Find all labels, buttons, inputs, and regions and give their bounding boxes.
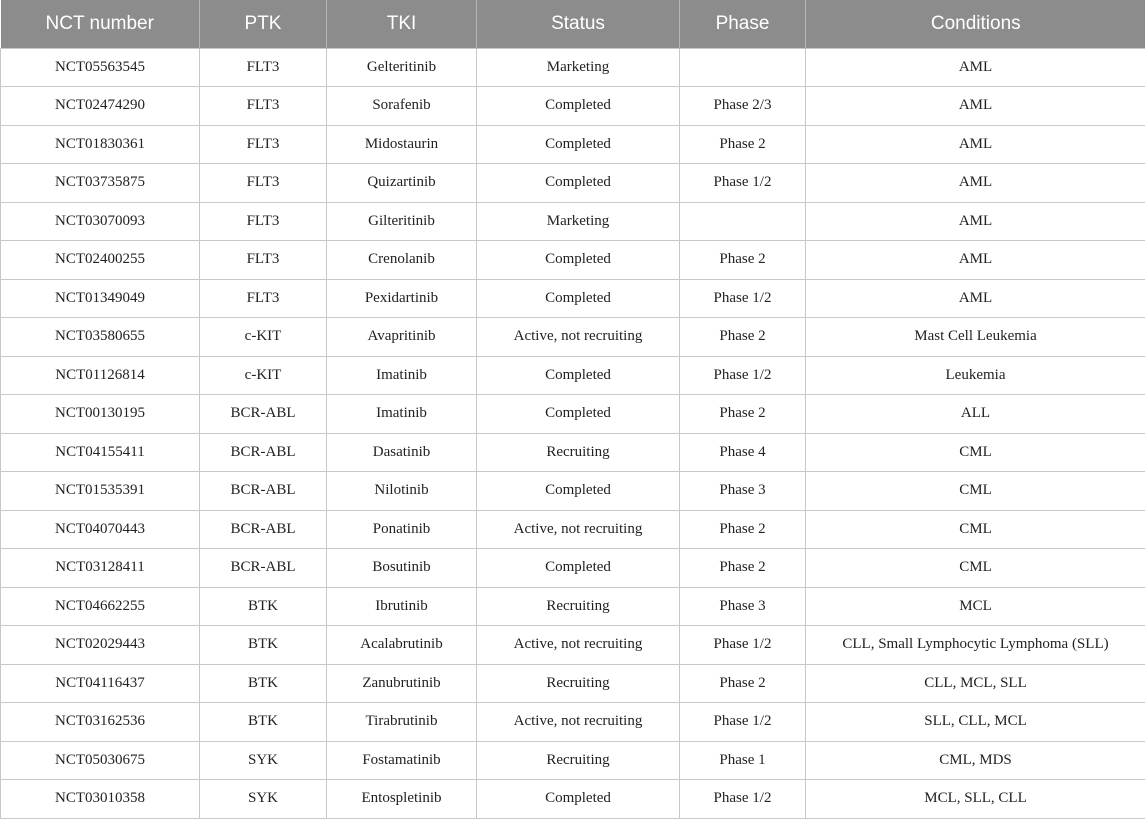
phase-cell: Phase 2 bbox=[680, 241, 806, 280]
phase-cell: Phase 1/2 bbox=[680, 703, 806, 742]
nct-number-cell: NCT03070093 bbox=[1, 202, 200, 241]
conditions-cell: AML bbox=[806, 125, 1145, 164]
conditions-cell: CLL, MCL, SLL bbox=[806, 664, 1145, 703]
table-row bbox=[1, 202, 1145, 241]
header-tki: TKI bbox=[327, 0, 477, 48]
nct-number-cell: NCT03580655 bbox=[1, 318, 200, 357]
nct-number-cell: NCT04155411 bbox=[1, 433, 200, 472]
table-row bbox=[1, 318, 1145, 357]
header-ptk: PTK bbox=[200, 0, 327, 48]
status-cell: Completed bbox=[477, 241, 680, 280]
nct-number-cell: NCT04662255 bbox=[1, 587, 200, 626]
conditions-cell: ALL bbox=[806, 395, 1145, 434]
ptk-cell: BCR-ABL bbox=[200, 433, 327, 472]
table-row bbox=[1, 703, 1145, 742]
header-conditions: Conditions bbox=[806, 0, 1145, 48]
table-row bbox=[1, 741, 1145, 780]
conditions-cell: AML bbox=[806, 202, 1145, 241]
table-row bbox=[1, 549, 1145, 588]
table-row bbox=[1, 587, 1145, 626]
ptk-cell: FLT3 bbox=[200, 241, 327, 280]
phase-cell: Phase 2 bbox=[680, 549, 806, 588]
header-nct-number: NCT number bbox=[1, 0, 200, 48]
conditions-cell: CML, MDS bbox=[806, 741, 1145, 780]
table-row bbox=[1, 780, 1145, 819]
phase-cell bbox=[680, 48, 806, 87]
phase-cell: Phase 1 bbox=[680, 741, 806, 780]
ptk-cell: BTK bbox=[200, 587, 327, 626]
conditions-cell: CML bbox=[806, 433, 1145, 472]
table-row bbox=[1, 626, 1145, 665]
table-row bbox=[1, 510, 1145, 549]
header-row bbox=[1, 0, 1145, 48]
tki-cell: Ponatinib bbox=[327, 510, 477, 549]
nct-number-cell: NCT02029443 bbox=[1, 626, 200, 665]
table-header bbox=[1, 0, 1145, 48]
conditions-cell: AML bbox=[806, 87, 1145, 126]
table-row bbox=[1, 87, 1145, 126]
phase-cell: Phase 1/2 bbox=[680, 164, 806, 203]
conditions-cell: CLL, Small Lymphocytic Lymphoma (SLL) bbox=[806, 626, 1145, 665]
ptk-cell: BCR-ABL bbox=[200, 510, 327, 549]
phase-cell: Phase 1/2 bbox=[680, 356, 806, 395]
nct-number-cell: NCT02400255 bbox=[1, 241, 200, 280]
conditions-cell: CML bbox=[806, 472, 1145, 511]
status-cell: Marketing bbox=[477, 202, 680, 241]
tki-cell: Quizartinib bbox=[327, 164, 477, 203]
nct-number-cell: NCT01535391 bbox=[1, 472, 200, 511]
tki-cell: Sorafenib bbox=[327, 87, 477, 126]
ptk-cell: FLT3 bbox=[200, 87, 327, 126]
tki-cell: Nilotinib bbox=[327, 472, 477, 511]
phase-cell: Phase 2 bbox=[680, 125, 806, 164]
tki-cell: Gilteritinib bbox=[327, 202, 477, 241]
ptk-cell: SYK bbox=[200, 741, 327, 780]
ptk-cell: BTK bbox=[200, 664, 327, 703]
tki-cell: Midostaurin bbox=[327, 125, 477, 164]
table-row bbox=[1, 164, 1145, 203]
status-cell: Recruiting bbox=[477, 664, 680, 703]
table-row bbox=[1, 664, 1145, 703]
nct-number-cell: NCT01830361 bbox=[1, 125, 200, 164]
status-cell: Recruiting bbox=[477, 433, 680, 472]
status-cell: Completed bbox=[477, 549, 680, 588]
status-cell: Completed bbox=[477, 356, 680, 395]
phase-cell: Phase 1/2 bbox=[680, 780, 806, 819]
conditions-cell: AML bbox=[806, 241, 1145, 280]
nct-number-cell: NCT03128411 bbox=[1, 549, 200, 588]
ptk-cell: FLT3 bbox=[200, 202, 327, 241]
ptk-cell: FLT3 bbox=[200, 279, 327, 318]
tki-cell: Acalabrutinib bbox=[327, 626, 477, 665]
nct-number-cell: NCT04116437 bbox=[1, 664, 200, 703]
status-cell: Completed bbox=[477, 87, 680, 126]
tki-cell: Dasatinib bbox=[327, 433, 477, 472]
status-cell: Completed bbox=[477, 780, 680, 819]
tki-cell: Imatinib bbox=[327, 356, 477, 395]
status-cell: Active, not recruiting bbox=[477, 703, 680, 742]
ptk-cell: BCR-ABL bbox=[200, 549, 327, 588]
table-row bbox=[1, 472, 1145, 511]
table-row bbox=[1, 125, 1145, 164]
conditions-cell: AML bbox=[806, 48, 1145, 87]
tki-cell: Pexidartinib bbox=[327, 279, 477, 318]
conditions-cell: AML bbox=[806, 279, 1145, 318]
phase-cell: Phase 2 bbox=[680, 664, 806, 703]
conditions-cell: SLL, CLL, MCL bbox=[806, 703, 1145, 742]
tki-cell: Fostamatinib bbox=[327, 741, 477, 780]
status-cell: Active, not recruiting bbox=[477, 626, 680, 665]
ptk-cell: c-KIT bbox=[200, 356, 327, 395]
ptk-cell: c-KIT bbox=[200, 318, 327, 357]
phase-cell: Phase 1/2 bbox=[680, 626, 806, 665]
tki-cell: Crenolanib bbox=[327, 241, 477, 280]
phase-cell: Phase 1/2 bbox=[680, 279, 806, 318]
status-cell: Active, not recruiting bbox=[477, 510, 680, 549]
ptk-cell: FLT3 bbox=[200, 125, 327, 164]
ptk-cell: BCR-ABL bbox=[200, 395, 327, 434]
ptk-cell: SYK bbox=[200, 780, 327, 819]
conditions-cell: Leukemia bbox=[806, 356, 1145, 395]
phase-cell: Phase 2/3 bbox=[680, 87, 806, 126]
status-cell: Completed bbox=[477, 279, 680, 318]
conditions-cell: AML bbox=[806, 164, 1145, 203]
table-row bbox=[1, 241, 1145, 280]
status-cell: Completed bbox=[477, 125, 680, 164]
phase-cell: Phase 3 bbox=[680, 472, 806, 511]
ptk-cell: BTK bbox=[200, 703, 327, 742]
tki-cell: Tirabrutinib bbox=[327, 703, 477, 742]
conditions-cell: MCL bbox=[806, 587, 1145, 626]
tki-cell: Gelteritinib bbox=[327, 48, 477, 87]
nct-number-cell: NCT03162536 bbox=[1, 703, 200, 742]
nct-number-cell: NCT05030675 bbox=[1, 741, 200, 780]
table-body bbox=[1, 48, 1145, 818]
phase-cell: Phase 3 bbox=[680, 587, 806, 626]
table-row bbox=[1, 48, 1145, 87]
tki-cell: Imatinib bbox=[327, 395, 477, 434]
nct-number-cell: NCT01349049 bbox=[1, 279, 200, 318]
status-cell: Recruiting bbox=[477, 587, 680, 626]
ptk-cell: FLT3 bbox=[200, 48, 327, 87]
nct-number-cell: NCT03010358 bbox=[1, 780, 200, 819]
tki-cell: Zanubrutinib bbox=[327, 664, 477, 703]
status-cell: Completed bbox=[477, 472, 680, 511]
header-phase: Phase bbox=[680, 0, 806, 48]
status-cell: Completed bbox=[477, 395, 680, 434]
phase-cell: Phase 2 bbox=[680, 318, 806, 357]
status-cell: Marketing bbox=[477, 48, 680, 87]
table-row bbox=[1, 433, 1145, 472]
conditions-cell: CML bbox=[806, 510, 1145, 549]
table-row bbox=[1, 395, 1145, 434]
tki-cell: Entospletinib bbox=[327, 780, 477, 819]
status-cell: Recruiting bbox=[477, 741, 680, 780]
conditions-cell: MCL, SLL, CLL bbox=[806, 780, 1145, 819]
nct-number-cell: NCT02474290 bbox=[1, 87, 200, 126]
nct-number-cell: NCT05563545 bbox=[1, 48, 200, 87]
tki-cell: Avapritinib bbox=[327, 318, 477, 357]
nct-number-cell: NCT03735875 bbox=[1, 164, 200, 203]
phase-cell: Phase 4 bbox=[680, 433, 806, 472]
conditions-cell: Mast Cell Leukemia bbox=[806, 318, 1145, 357]
table-row bbox=[1, 356, 1145, 395]
header-status: Status bbox=[477, 0, 680, 48]
status-cell: Completed bbox=[477, 164, 680, 203]
phase-cell: Phase 2 bbox=[680, 510, 806, 549]
nct-number-cell: NCT01126814 bbox=[1, 356, 200, 395]
tki-cell: Bosutinib bbox=[327, 549, 477, 588]
phase-cell: Phase 2 bbox=[680, 395, 806, 434]
status-cell: Active, not recruiting bbox=[477, 318, 680, 357]
ptk-cell: FLT3 bbox=[200, 164, 327, 203]
table-row bbox=[1, 279, 1145, 318]
phase-cell bbox=[680, 202, 806, 241]
ptk-cell: BTK bbox=[200, 626, 327, 665]
nct-number-cell: NCT04070443 bbox=[1, 510, 200, 549]
nct-number-cell: NCT00130195 bbox=[1, 395, 200, 434]
ptk-cell: BCR-ABL bbox=[200, 472, 327, 511]
conditions-cell: CML bbox=[806, 549, 1145, 588]
tki-cell: Ibrutinib bbox=[327, 587, 477, 626]
